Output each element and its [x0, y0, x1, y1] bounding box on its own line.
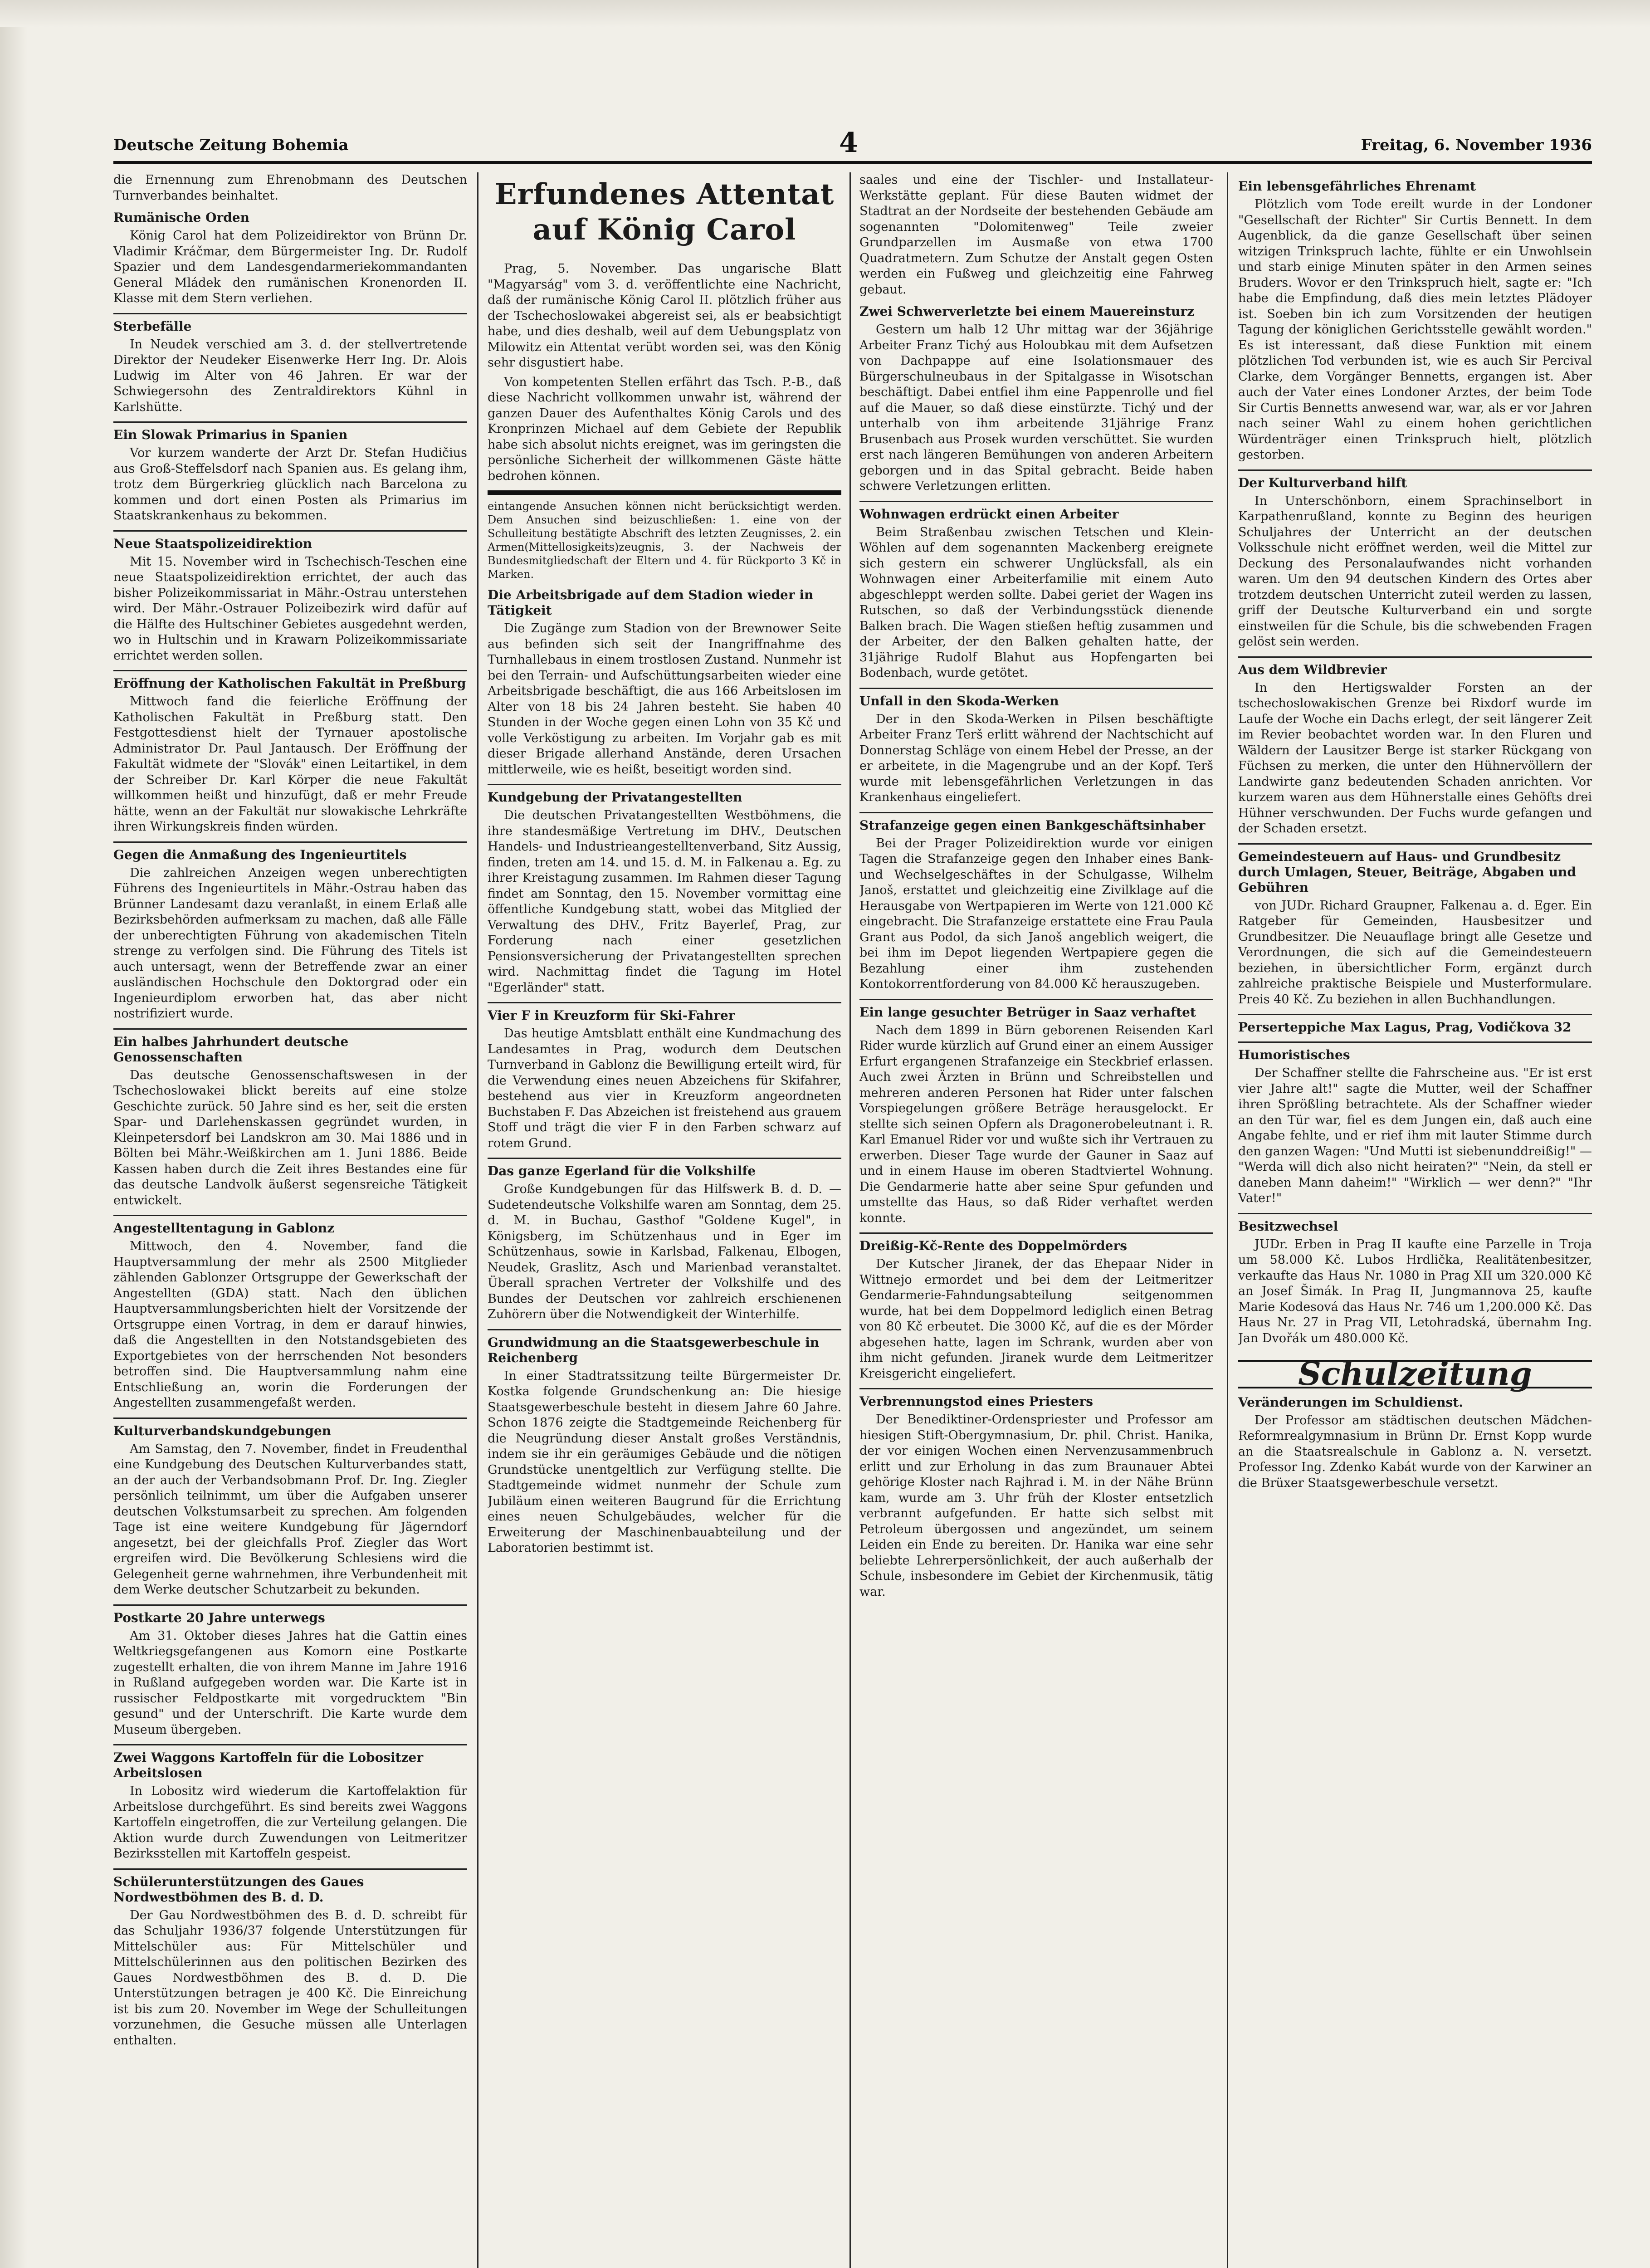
article-heading: Ein lebensgefährliches Ehrenamt [1238, 179, 1476, 194]
article-body: In den Hertigswalder Forsten an der tschechoslowakischen Grenze bei Rixdorf wurde im Laufe der Woche ein Dachs erlegt, der seit längerer Zeit im Revier beobachtet worden war. In den Fluren und Wäldern der Lausitzer Berge ist starker Rückgang von Füchsen zu merken, die unter den Hühnervöllern der Landwirte ganz bedeutenden Schaden anrichten. Vor kurzem waren aus dem Hühnerstalle eines Gehöfts drei Hühner verschwunden. Der Fuchs wurde gefangen und der Schaden ersetzt. [1238, 680, 1592, 836]
article-heading: Vier F in Kreuzform für Ski-Fahrer [488, 1002, 841, 1023]
article-body: Die zahlreichen Anzeigen wegen unberechtigten Führens des Ingenieurtitels in Mähr.-Ostrau haben das Brünner Landesamt dazu veranlaßt, in einem Erlaß alle Bezirksbehörden aufmerksam zu machen, daß alle Fälle der unberechtigten Führung von akademischen Titeln strenge zu verfolgen sind. Die Führung des Titels ist auch untersagt, wenn der Betreffende zwar an einer ausländischen Hochschule den Doktorgrad oder ein Ingenieurdiplom erworben hat, das aber nicht nostrifiziert wurde. [113, 865, 467, 1021]
column-rule [1227, 172, 1228, 2268]
article-heading: Schülerunterstützungen des Gaues Nordwestböhmen des B. d. D. [113, 1868, 467, 1905]
article-heading: Zwei Waggons Kartoffeln für die Lobositzer Arbeitslosen [113, 1744, 467, 1781]
article-body: Der Professor am städtischen deutschen Mädchen-Reformrealgymnasium in Brünn Dr. Ernst Kopp wurde an die Staatsrealschule in Gablonz a. N. versetzt. Professor Ing. Zdenko Kabát wurde von der Karwiner an die Brüxer Staatsgewerbeschule versetzt. [1238, 1413, 1592, 1490]
column-4 [1238, 172, 1592, 2268]
article-heading: Das ganze Egerland für die Volkshilfe [488, 1158, 841, 1179]
article-heading: Die Arbeitsbrigade auf dem Stadion wieder in Tätigkeit [488, 587, 814, 618]
article-heading: Besitzwechsel [1238, 1213, 1592, 1234]
article-body: Am 31. Oktober dieses Jahres hat die Gattin eines Weltkriegsgefangenen aus Komorn eine Postkarte zugestellt erhalten, die von ihrem Manne im Jahre 1916 in Rußland aufgegeben worden war. Die Karte ist in russischer Feldpostkarte mit vorgedrucktem "Bin gesund" und der Unterschrift. Die Karte wurde dem Museum übergeben. [113, 1628, 467, 1737]
article-heading: Dreißig-Kč-Rente des Doppelmörders [859, 1232, 1213, 1254]
article-heading: Aus dem Wildbrevier [1238, 656, 1592, 678]
article-body: In einer Stadtratssitzung teilte Bürgermeister Dr. Kostka folgende Grundschenkung an: Die hiesige Staatsgewerbeschule besteht in diesem Jahre 60 Jahre. Schon 1876 zeigte die Stadtgemeinde Reichenberg für die Neugründung dieser Anstalt großes Verständnis, indem sie ihr ein geräumiges Gebäude und die nötigen Grundstücke unentgeltlich zur Verfügung stellte. Die Stadtgemeinde widmet nunmehr der Schule zum Jubiläum einen weiteren Baugrund für die Errichtung eines neuen Schulgebäudes, welcher für die Erweiterung der Maschinenbauabteilung und der Laboratorien bestimmt ist. [488, 1369, 841, 1555]
schulzeitung-heading: Schulzeitung [1238, 1360, 1592, 1388]
note-paragraph: eintangende Ansuchen können nicht berücksichtigt werden. Dem Ansuchen sind beizuschließen: 1. eine von der Schulleitung bestätigte Abschrift des letzten Zeugnisses, 2. ein Armen(Mittellosigkeits)zeugnis, 3. der Nachweis der Bundesmitgliedschaft der Eltern und 4. für Rückporto 3 Kč in Marken. [488, 500, 841, 581]
article-heading: Angestelltentagung in Gablonz [113, 1215, 467, 1236]
article-heading: Unfall in den Skoda-Werken [859, 688, 1213, 709]
lead-headline: Erfundenes Attentat auf König Carol [494, 177, 835, 247]
newspaper-title: Deutsche Zeitung Bohemia [113, 136, 349, 154]
column-rule [849, 172, 851, 2268]
article-heading: Rumänische Orden [113, 210, 250, 225]
article-body: Der Benediktiner-Ordenspriester und Professor am hiesigen Stift-Obergymnasium, Dr. phil. Christ. Hanika, der vor einigen Wochen einen Nervenzusammenbruch erlitt und zur Erholung in das zum Braunauer Abtei gehörige Kloster nach Rajhrad i. M. in der Nähe Brünn kam, wurde am 3. Uhr früh der Kloster entsetzlich verbrannt aufgefunden. Er hatte sich selbst mit Petroleum übergossen und angezündet, um seinem Leiden ein Ende zu bereiten. Dr. Hanika war eine sehr beliebte Lehrerpersönlichkeit, der auch außerhalb der Schule, insbesondere im Gebiet der Kirchenmusik, tätig war. [859, 1413, 1213, 1599]
article-body: Der in den Skoda-Werken in Pilsen beschäftigte Arbeiter Franz Terš erlitt während der Nachtschicht auf Donnerstag Schläge von einem Hebel der Presse, an der er arbeitete, in die Magengrube und an der Kopf. Terš wurde mit lebensgefährlichen Verletzungen in das Krankenhaus eingeliefert. [859, 712, 1213, 804]
article-body: Vor kurzem wanderte der Arzt Dr. Stefan Hudičius aus Groß-Steffelsdorf nach Spanien aus. Es gelang ihm, trotz dem Bürgerkrieg glücklich nach Barcelona zu kommen und dort einen Posten als Primarius im Staatskrankenhaus zu bekommen. [113, 446, 467, 523]
article-body: Am Samstag, den 7. November, findet in Freudenthal eine Kundgebung des Deutschen Kulturverbandes statt, an der auch der Verbandsobmann Prof. Dr. Ing. Ziegler persönlich teilnimmt, um über die Aufgaben unserer deutschen Volkstumsarbeit zu sprechen. Am folgenden Tage ist eine weitere Kundgebung für Jägerndorf angesetzt, bei der gleichfalls Prof. Ziegler das Wort ergreifen wird. Die Bevölkerung Schlesiens wird die Gelegenheit gerne wahrnehmen, ihre Verbundenheit mit dem Werke deutscher Schutzarbeit zu bekunden. [113, 1442, 467, 1597]
article-body: In Neudek verschied am 3. d. der stellvertretende Direktor der Neudeker Eisenwerke Herr Ing. Dr. Alois Ludwig im Alter von 46 Jahren. Er war der Schwiegersohn des Zentraldirektors Kühnl in Karlshütte. [113, 337, 467, 414]
scan-edge-top [0, 0, 1650, 27]
article-body: Plötzlich vom Tode ereilt wurde in der Londoner "Gesellschaft der Richter" Sir Curtis Bennett. In dem Augenblick, da die ganze Gesellschaft über seinen witzigen Trinkspruch lachte, fühlte er ein Unwohlsein und starb einige Minuten später in den Armen seines Bruders. Wovor er den Trinkspruch hielt, sagte er: "Ich habe die Empfindung, daß dies mein letztes Plädoyer ist. Soeben bin ich zum Vorsitzenden der heutigen Tagung der königlichen Gerichtsstelle gewählt worden." Es ist interessant, daß diese Funktion mit einem plötzlichen Tod verbunden ist, wie es auch Sir Percival Clarke, dem Vorgänger Bennetts, ergangen ist. Aber auch der Vater eines Londoner Arztes, der beim Tode Sir Curtis Bennetts anwesend war, war, als er vor Jahren nach seiner Wahl zu einem hohen gerichtlichen Würdenträger einen Trinkspruch hielt, plötzlich gestorben. [1238, 197, 1592, 462]
article-continuation: saales und eine der Tischler- und Installateur-Werkstätte geplant. Für diese Bauten widmet der Stadtrat an der Nordseite der bestehenden Gebäude am sogenannten "Dolomitenweg" Teile zweier Grundparzellen im Ausmaße von etwa 1700 Quadratmetern. Zum Schutze der Anstalt gegen Osten werden ein Fußweg und gleichzeitig eine Fahrweg gebaut. [859, 173, 1213, 297]
article-heading: Ein Slowak Primarius in Spanien [113, 421, 467, 443]
header-rule [113, 161, 1592, 164]
lead-paragraph: Prag, 5. November. Das ungarische Blatt "Magyarság" vom 3. d. veröffentlichte eine Nachricht, daß der rumänische König Carol II. plötzlich früher aus der Tschechoslowakei abgereist sei, als er beabsichtigt habe, und dies deshalb, weil auf dem Uebungsplatz von Milowitz ein Attentat verübt worden sei, was den König sehr disgustiert habe. [488, 262, 841, 370]
column-2 [488, 172, 841, 2268]
page-number: 4 [839, 127, 858, 159]
article-body: In Lobositz wird wiederum die Kartoffelaktion für Arbeitslose durchgeführt. Es sind bereits zwei Waggons Kartoffeln eingetroffen, die zur Verteilung gelangen. Die Aktion wurde durch Zuwendungen von Leitmeritzer Bezirksstellen mit Kartoffeln gespeist. [113, 1784, 467, 1861]
article-heading: Strafanzeige gegen einen Bankgeschäftsinhaber [859, 812, 1213, 833]
article-heading: Sterbefälle [113, 313, 467, 334]
article-heading: Kundgebung der Privatangestellten [488, 784, 841, 805]
article-heading: Verbrennungstod eines Priesters [859, 1388, 1213, 1409]
article-body: Der Kutscher Jiranek, der das Ehepaar Nider in Wittnejo ermordet und bei dem der Leitmeritzer Gendarmerie-Fahndungsabteilung seitgenommen wurde, hat bei dem Doppelmord lediglich einen Betrag von 80 Kč erbeutet. Die 3000 Kč, auf die es der Mörder abgesehen hatte, lagen im Schrank, wurden aber von ihm nicht gefunden. Jiranek wurde dem Leitmeritzer Kreisgericht eingeliefert. [859, 1257, 1213, 1381]
article-body: Mittwoch fand die feierliche Eröffnung der Katholischen Fakultät in Preßburg statt. Den Festgottesdienst hielt der Tyrnauer apostolische Administrator Dr. Paul Jantausch. Der Eröffnung der Fakultät widmete der "Slovák" einen Leitartikel, in dem der Schreiber Dr. Karl Körper die neue Fakultät willkommen heißt und hinzufügt, daß er mehr Freude hätte, wenn an der Fakultät nur slowakische Lehrkräfte ihren Wirkungskreis finden würden. [113, 694, 467, 834]
article-heading: Zwei Schwerverletzte bei einem Mauereinsturz [859, 304, 1195, 319]
article-heading: Gegen die Anmaßung des Ingenieurtitels [113, 841, 467, 863]
article-heading: Kulturverbandskundgebungen [113, 1418, 467, 1439]
article-body: In Unterschönborn, einem Sprachinselbort in Karpathenrußland, konnte zu Beginn des heurigen Schuljahres der Unterricht an der deutschen Volksschule nicht eröffnet werden, weil die Mittel zur Deckung des Personalaufwandes nicht vorhanden waren. Um den 94 deutschen Kindern des Ortes aber trotzdem deutschen Unterricht zuteil werden zu lassen, griff der Deutsche Kulturverband ein und sorgte einstweilen für die Schule, bis die schwebenden Fragen gelöst sein werden. [1238, 494, 1592, 649]
article-body: von JUDr. Richard Graupner, Falkenau a. d. Eger. Ein Ratgeber für Gemeinden, Hausbesitzer und Grundbesitzer. Die Neuauflage bringt alle Gesetze und Verordnungen, die sich auf die Gemeindesteuern beziehen, in übersichtlicher Form, ergänzt durch zahlreiche praktische Beispiele und Musterformulare. Preis 40 Kč. Zu beziehen in allen Buchhandlungen. [1238, 898, 1592, 1007]
article-heading: Grundwidmung an die Staatsgewerbeschule in Reichenberg [488, 1329, 841, 1366]
article-heading: Eröffnung der Katholischen Fakultät in Preßburg [113, 670, 467, 691]
article-heading: Der Kulturverband hilft [1238, 469, 1592, 491]
article-body: Die deutschen Privatangestellten Westböhmens, die ihre standesmäßige Vertretung im DHV., Deutschen Handels- und Industrieangestelltenverband, Sitz Aussig, finden, treten am 14. und 15. d. M. in Falkenau a. Eg. zu ihrer Kreistagung zusammen. Im Rahmen dieser Tagung findet am Sonntag, den 15. November vormittag eine öffentliche Kundgebung statt, wobei das Mitglied der Verwaltung des DHV., Fritz Bayerlef, Prag, zur Forderung nach einer gesetzlichen Pensionsversicherung der Privatangestellten sprechen wird. Nachmittag findet die Tagung im Hotel "Egerländer" statt. [488, 808, 841, 995]
article-body: Große Kundgebungen für das Hilfswerk B. d. D. — Sudetendeutsche Volkshilfe waren am Sonntag, dem 25. d. M. in Buchau, Gasthof "Goldene Kugel", in Königsberg, im Schützenhaus und in Eger im Schützenhaus, sowie in Karlsbad, Falkenau, Elbogen, Neudek, Graslitz, Asch und Marienbad veranstaltet. Überall sprachen Vertreter der Volkshilfe und des Bundes der Deutschen vor zahlreich erschienenen Zuhörern über die Notwendigkeit der Winterhilfe. [488, 1182, 841, 1321]
article-body: Mittwoch, den 4. November, fand die Hauptversammlung der mehr als 2500 Mitglieder zählenden Gablonzer Ortsgruppe der Gewerkschaft der Angestellten (GDA) statt. Nach den üblichen Hauptversammlungsberichten hielt der Vorsitzende der Ortsgruppe einen Vortrag, in dem er darauf hinwies, daß die Angestellten in den Notstandsgebieten des Exportgebietes von der herrschenden Not besonders betroffen sind. Die Hauptversammlung nahm eine Entschließung an, worin die Forderungen der Angestellten zusammengefaßt werden. [113, 1239, 467, 1410]
lead-paragraph: Von kompetenten Stellen erfährt das Tsch. P.-B., daß diese Nachricht vollkommen unwahr ist, während der ganzen Dauer des Aufenthaltes König Carols und des Kronprinzen Michael auf dem Gebiete der Republik habe sich absolut nichts ereignet, was im geringsten die persönliche Sicherheit der willkommenen Gäste hätte bedrohen können. [488, 375, 841, 483]
article-body: Der Gau Nordwestböhmen des B. d. D. schreibt für das Schuljahr 1936/37 folgende Unterstützungen für Mittelschüler aus: Für Mittelschüler und Mittelschülerinnen aus den politischen Bezirken des Gaues Nordwestböhmen des B. d. D. Die Unterstützungen betragen je 400 Kč. Die Einreichung ist bis zum 20. November im Wege der Schulleitungen vorzunehmen, die Gesuche müssen alle Unterlagen enthalten. [113, 1908, 467, 2048]
col4-sections [1238, 179, 1592, 1346]
article-heading: Ein lange gesuchter Betrüger in Saaz verhaftet [859, 999, 1213, 1020]
article-body: Nach dem 1899 in Bürn geborenen Reisenden Karl Rider wurde kürzlich auf Grund einer an einem Aussiger Erfurt ergangenen Strafanzeige ein Steckbrief erlassen. Auch zwei Ärzten in Brünn und Schreibstellen und mehreren anderen Personen hat Rider unter falschen Vorspiegelungen größere Beträge herausgelockt. Er stellte sich seinen Opfern als Dragonerobeleutnant i. R. Karl Emanuel Rider vor und wußte sich ihr Vertrauen zu erwerben. Dieser Tage wurde der Gauner in Saaz auf und in einem Hause im oberen Stadtviertel Wohnung. Die Gendarmerie hatte aber seine Spur gefunden und umstellte das Haus, so daß Rider verhaftet werden konnte. [859, 1023, 1213, 1225]
article-heading: Perserteppiche Max Lagus, Prag, Vodičkova 32 [1238, 1014, 1592, 1035]
article-body: Gestern um halb 12 Uhr mittag war der 36jährige Arbeiter Franz Tichý aus Holoubkau mit dem Aufsetzen von Dachpappe auf eine Isolationsmauer des Bürgerschulneubaus in der Spitalgasse in Wisotschan beschäftigt. Dabei entfiel ihm eine Pappenrolle und fiel auf die Mauer, so daß diese einstürzte. Tichý und der unterhalb von ihm arbeitende 31jährige Franz Brusenbach aus Prosek wurden verschüttet. Sie wurden erst nach längeren Bemühungen von anderen Arbeitern geborgen und in das Spital gebracht. Beide haben schwere Verletzungen erlitten. [859, 323, 1213, 493]
scan-edge-left [0, 0, 27, 2268]
article-heading: Postkarte 20 Jahre unterwegs [113, 1604, 467, 1626]
article-body: JUDr. Erben in Prag II kaufte eine Parzelle in Troja um 58.000 Kč. Lubos Hrdlička, Realitätenbesitzer, verkaufte das Haus Nr. 1080 in Prag XII um 320.000 Kč an Josef Šimák. In Prag II, Jungmannova 25, kaufte Marie Kodesová das Haus Nr. 746 um 1,200.000 Kč. Das Haus Nr. 27 in Prag VII, Letohradská, übernahm Ing. Jan Dvořák um 480.000 Kč. [1238, 1237, 1592, 1345]
article-heading: Humoristisches [1238, 1041, 1592, 1063]
article-body: Beim Straßenbau zwischen Tetschen und Klein-Wöhlen auf dem sogenannten Mackenberg ereignete sich gestern ein schwerer Unglücksfall, als ein Wohnwagen einer Arbeiterfamilie mit einem Auto abgeschleppt werden sollte. Dabei geriet der Wagen ins Rutschen, so daß der Verbindungsstück dienende Balken brach. Die Wagen stießen heftig zusammen und der Arbeiter, der den Balken gehalten hatte, der 31jährige Rudolf Blahut aus Hopfengarten bei Bodenbach, wurde getötet. [859, 525, 1213, 680]
article-body: Die Zugänge zum Stadion von der Brewnower Seite aus befinden sich seit der Inangriffnahme des Turnhallebaus in einem trostlosen Zustand. Nunmehr ist bei den Terrain- und Aufschüttungsarbeiten wieder eine Arbeitsbrigade beschäftigt, die aus 166 Arbeitslosen im Alter von 18 bis 24 Jahren besteht. Sie haben 40 Stunden in der Woche gegen einen Lohn von 35 Kč und volle Verköstigung zu arbeiten. Im Vorjahr gab es mit dieser Brigade allerhand Anstände, deren Ursachen mittlerweile, wie es heißt, beseitigt worden sind. [488, 621, 841, 777]
col1-sections [113, 210, 467, 2048]
page-header [113, 127, 1592, 163]
article-body: Bei der Prager Polizeidirektion wurde vor einigen Tagen die Strafanzeige gegen den Inhaber eines Bank- und Wechselgeschäftes in der Schulgasse, Wilhelm Janoš, erstattet und gleichzeitig eine Zivilklage auf die Herausgabe von Wertpapieren im Werte von 121.000 Kč eingebracht. Die Strafanzeige erstattete eine Frau Paula Grant aus Podol, da sich Janoš angeblich weigert, die bei ihm im Depot liegenden Wertpapiere gegen die Bezahlung einer ihm zustehenden Kontokorrentforderung von 84.000 Kč herauszugeben. [859, 836, 1213, 991]
column-rule [477, 172, 478, 2268]
article-heading: Veränderungen im Schuldienst. [1238, 1394, 1464, 1410]
article-body: Mit 15. November wird in Tschechisch-Teschen eine neue Staatspolizeidirektion errichtet, der auch das bisher Polizeikommissariat in Mähr.-Ostrau unterstehen wird. Der Mähr.-Ostrauer Polizeibezirk wird dafür auf die Hälfte des Hultschiner Gebietes ausgedehnt werden, wo in Hultschin und in Krawarn Polizeikommissariate errichtet werden sollen. [113, 554, 467, 663]
article-body: Der Schaffner stellte die Fahrscheine aus. "Er ist erst vier Jahre alt!" sagte die Mutter, weil der Schaffner ihren Sprößling betrachtete. Als der Schaffner wieder an den Tür war, fiel es dem Jungen ein, daß auch eine Angabe fehlte, und er rief ihm mit lauter Stimme durch den ganzen Wagen: "Und Mutti ist siebenunddreißig!" — "Werda will dich also nicht heiraten?" "Nein, da stell er daneben Mann daheim!" "Wirklich — wer denn?" "Ihr Vater!" [1238, 1066, 1592, 1205]
article-body: König Carol hat dem Polizeidirektor von Brünn Dr. Vladimir Kráčmar, dem Bürgermeister Ing. Dr. Rudolf Spazier und dem Landesgendarmeriekommandanten General Mládek den rumänischen Kronenorden II. Klasse mit dem Stern verliehen. [113, 229, 467, 305]
article-heading: Gemeindesteuern auf Haus- und Grundbesitz durch Umlagen, Steuer, Beiträge, Abgaben und Gebühren [1238, 843, 1592, 895]
lead-rule [488, 490, 841, 495]
article-continuation: die Ernennung zum Ehrenobmann des Deutschen Turnverbandes beinhaltet. [113, 173, 467, 203]
issue-date: Freitag, 6. November 1936 [1361, 136, 1592, 154]
col3-sections [859, 304, 1213, 1600]
article-heading: Ein halbes Jahrhundert deutsche Genossenschaften [113, 1028, 467, 1065]
article-heading: Neue Staatspolizeidirektion [113, 530, 467, 552]
article-heading: Wohnwagen erdrückt einen Arbeiter [859, 501, 1213, 522]
column-1 [113, 172, 467, 2268]
column-3 [859, 172, 1213, 2268]
article-body: Das deutsche Genossenschaftswesen in der Tschechoslowakei blickt bereits auf eine stolze Geschichte zurück. 50 Jahre sind es her, seit die ersten Spar- und Darlehenskassen gegründet wurden, in Kleinpetersdorf bei Landskron am 30. Mai 1886 und in Bölten bei Mähr.-Weißkirchen am 1. Juni 1886. Beide Kassen haben durch die Zeit ihres Bestandes eine für das deutsche Landvolk äußerst segensreiche Tätigkeit entwickelt. [113, 1068, 467, 1207]
article-body: Das heutige Amtsblatt enthält eine Kundmachung des Landesamtes in Prag, wodurch dem Deutschen Turnverband in Gablonz die Bewilligung erteilt wird, für die Verwendung eines neuen Abzeichens für Skifahrer, bestehend aus vier in Kreuzform angeordneten Buchstaben F. Das Abzeichen ist freistehend aus grauem Stoff und trägt die vier F in den Farben schwarz auf rotem Grund. [488, 1026, 841, 1150]
col2-sections [488, 587, 841, 1556]
